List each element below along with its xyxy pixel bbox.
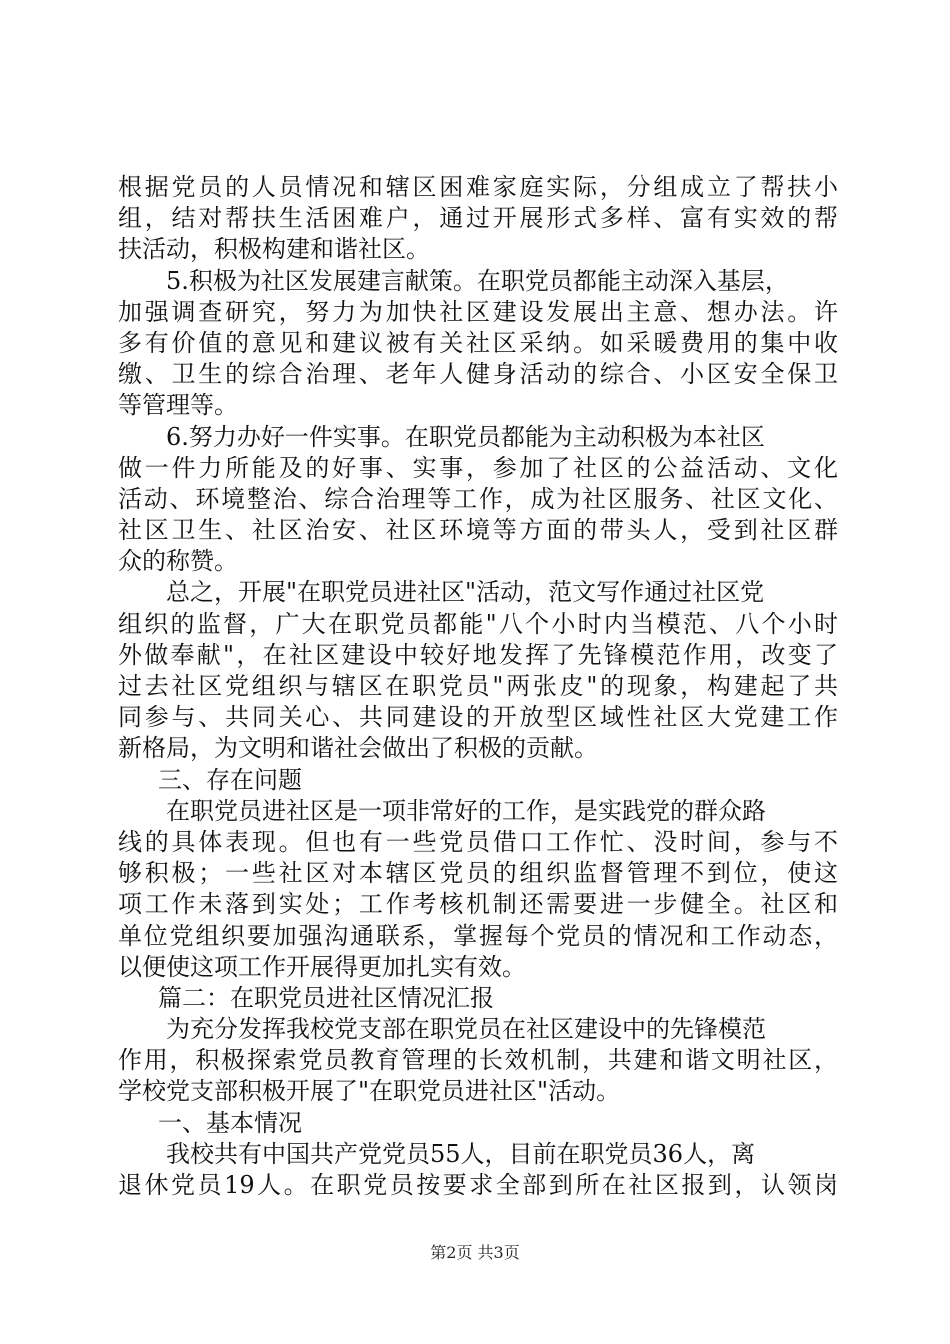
text-line: 总之，开展"在职党员进社区"活动，范文写作通过社区党 [166, 578, 765, 607]
text-line: 同参与、共同关心、共同建设的开放型区域性社区大党建工作 [118, 703, 838, 732]
section-heading: 一、基本情况 [158, 1108, 302, 1137]
section-heading: 篇二：在职党员进社区情况汇报 [158, 983, 494, 1012]
text-line: 项工作未落到实处；工作考核机制还需要进一步健全。社区和 [118, 890, 838, 919]
section-heading: 三、存在问题 [158, 765, 302, 794]
text-line: 等管理等。 [118, 391, 238, 420]
text-line: 多有价值的意见和建议被有关社区采纳。如采暖费用的集中收 [118, 328, 838, 357]
page-footer: 第2页 共3页 [430, 1243, 520, 1262]
text-line: 组织的监督，广大在职党员都能"八个小时内当模范、八个小时 [118, 609, 838, 638]
text-line: 以便使这项工作开展得更加扎实有效。 [118, 952, 526, 981]
text-line: 众的称赞。 [118, 547, 238, 576]
document-body [118, 172, 838, 1201]
text-line: 6.努力办好一件实事。在职党员都能为主动积极为本社区 [166, 422, 765, 451]
text-line: 根据党员的人员情况和辖区困难家庭实际，分组成立了帮扶小 [118, 173, 838, 201]
text-line: 外做奉献"，在社区建设中较好地发挥了先锋模范作用，改变了 [118, 640, 838, 669]
text-line: 做一件力所能及的好事、实事，参加了社区的公益活动、文化 [118, 453, 838, 482]
text-line: 在职党员进社区是一项非常好的工作，是实践党的群众路 [166, 796, 766, 825]
text-line: 新格局，为文明和谐社会做出了积极的贡献。 [118, 734, 598, 763]
text-line: 缴、卫生的综合治理、老年人健身活动的综合、小区安全保卫 [118, 360, 838, 389]
text-line: 活动、环境整治、综合治理等工作，成为社区服务、社区文化、 [118, 484, 838, 513]
text-line: 加强调查研究，努力为加快社区建设发展出主意、想办法。许 [118, 297, 838, 326]
text-line: 社区卫生、社区治安、社区环境等方面的带头人，受到社区群 [118, 516, 838, 545]
text-line: 线的具体表现。但也有一些党员借口工作忙、没时间，参与不 [118, 827, 838, 856]
text-line: 组，结对帮扶生活困难户，通过开展形式多样、富有实效的帮 [118, 204, 838, 233]
text-line: 5.积极为社区发展建言献策。在职党员都能主动深入基层， [166, 266, 789, 295]
text-line: 单位党组织要加强沟通联系，掌握每个党员的情况和工作动态， [118, 921, 838, 950]
text-line: 为充分发挥我校党支部在职党员在社区建设中的先锋模范 [166, 1015, 766, 1044]
text-line: 我校共有中国共产党党员55人，目前在职党员36人，离 [166, 1139, 756, 1168]
text-line: 过去社区党组织与辖区在职党员"两张皮"的现象，构建起了共 [118, 672, 838, 700]
text-line: 学校党支部积极开展了"在职党员进社区"活动。 [118, 1077, 621, 1106]
text-line: 退休党员19人。在职党员按要求全部到所在社区报到，认领岗 [118, 1171, 838, 1199]
text-line: 够积极；一些社区对本辖区党员的组织监督管理不到位，使这 [118, 859, 838, 888]
text-line: 扶活动，积极构建和谐社区。 [118, 235, 430, 264]
text-line: 作用，积极探索党员教育管理的长效机制，共建和谐文明社区， [118, 1046, 838, 1075]
